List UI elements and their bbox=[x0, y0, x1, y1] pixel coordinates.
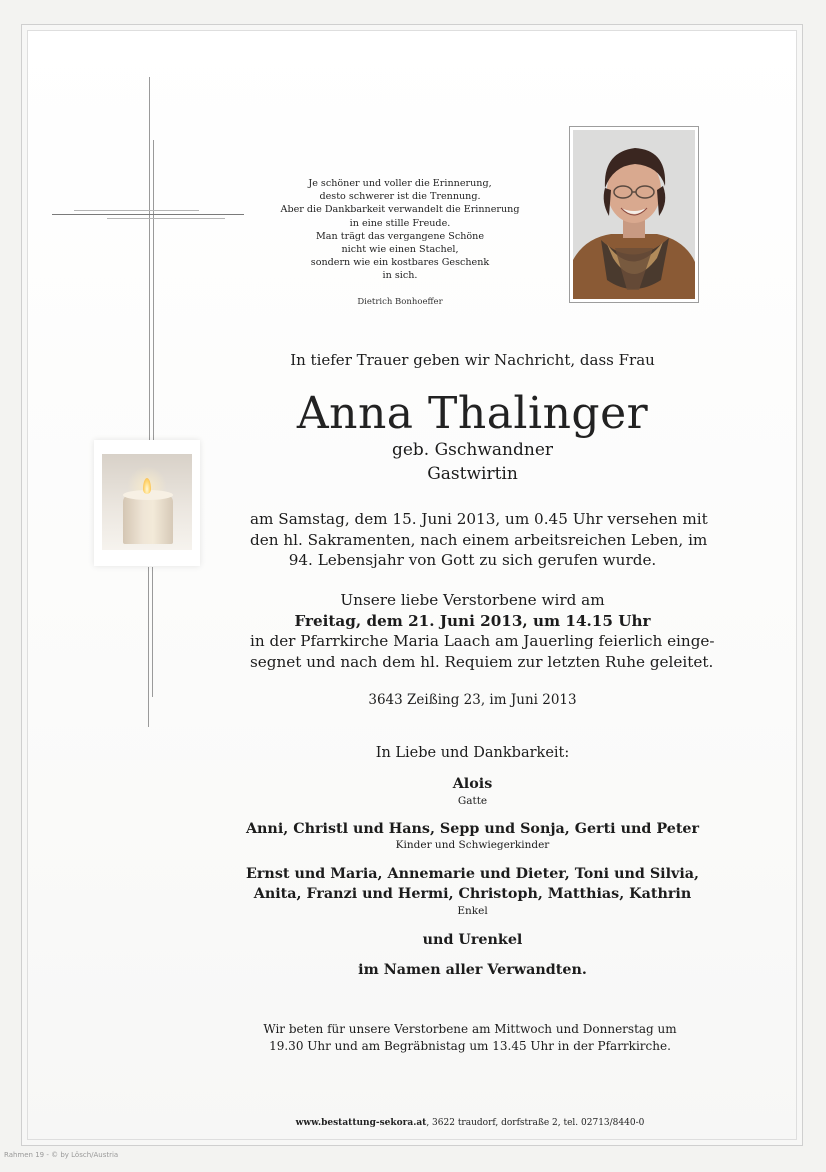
mourners-heading: In Liebe und Dankbarkeit: bbox=[375, 745, 570, 761]
prayer-note-line: 19.30 Uhr und am Begräbnistag um 13.45 Uhr in der Pfarrkirche. bbox=[269, 1039, 671, 1053]
death-line: den hl. Sakramenten, nach einem arbeitsreichen Leben, im bbox=[250, 530, 708, 549]
death-line: 94. Lebensjahr von Gott zu sich gerufen wurde. bbox=[288, 551, 657, 569]
relatives-line: im Namen aller Verwandten. bbox=[358, 962, 587, 978]
candle-body bbox=[123, 494, 173, 544]
candle-image bbox=[94, 440, 200, 566]
funeral-line: in der Pfarrkirche Maria Laach am Jauerling feierlich einge- bbox=[250, 632, 715, 650]
funeral-line: Unsere liebe Verstorbene wird am bbox=[340, 591, 605, 609]
funeral-paragraph bbox=[250, 590, 715, 672]
quote-block bbox=[255, 177, 545, 283]
funeral-home-website[interactable]: www.bestattung-sekora.at bbox=[295, 1118, 427, 1128]
portrait-photo bbox=[569, 126, 699, 303]
cross-vertical-line-4 bbox=[152, 567, 153, 697]
spouse-role: Gatte bbox=[457, 795, 488, 807]
candle-flame bbox=[143, 478, 151, 494]
occupation: Gastwirtin bbox=[427, 464, 518, 484]
announcement-intro: In tiefer Trauer geben wir Nachricht, dass Frau bbox=[290, 351, 655, 369]
quote-line: in sich. bbox=[382, 270, 418, 282]
death-paragraph bbox=[250, 509, 708, 571]
portrait-image bbox=[573, 130, 695, 299]
funeral-date-time: Freitag, dem 21. Juni 2013, um 14.15 Uhr bbox=[294, 611, 651, 630]
quote-line: desto schwerer ist die Trennung. bbox=[319, 191, 481, 203]
quote-line: sondern wie ein kostbares Geschenk bbox=[310, 257, 490, 269]
funeral-home-footer bbox=[240, 1118, 700, 1128]
quote-line: in eine stille Freude. bbox=[349, 217, 451, 229]
children-role: Kinder und Schwiegerkinder bbox=[395, 839, 550, 851]
children-names: Anni, Christl und Hans, Sepp und Sonja, Gerti und Peter bbox=[245, 821, 700, 837]
place-date: 3643 Zeißing 23, im Juni 2013 bbox=[368, 692, 577, 708]
quote-line: nicht wie einen Stachel, bbox=[341, 244, 459, 256]
funeral-home-address: , 3622 traudorf, dorfstraße 2, tel. 02713/8440-0 bbox=[426, 1118, 645, 1128]
death-line: am Samstag, dem 15. Juni 2013, um 0.45 Uhr versehen mit bbox=[250, 510, 708, 528]
grandchildren-line-1: Ernst und Maria, Annemarie und Dieter, Toni und Silvia, bbox=[246, 866, 699, 882]
cross-horizontal-line-3 bbox=[107, 218, 225, 219]
candle-photo bbox=[102, 454, 192, 550]
prayer-note-line: Wir beten für unsere Verstorbene am Mittwoch und Donnerstag um bbox=[263, 1022, 677, 1036]
frame-credit: Rahmen 19 - © by Lösch/Austria bbox=[4, 1151, 119, 1159]
quote-line: Je schöner und voller die Erinnerung, bbox=[308, 178, 492, 189]
cross-vertical-line-1 bbox=[149, 77, 150, 452]
cross-horizontal-line-1 bbox=[52, 214, 244, 215]
great-grandchildren: und Urenkel bbox=[422, 932, 523, 948]
quote-line: Man trägt das vergangene Schöne bbox=[315, 230, 485, 242]
quote-author: Dietrich Bonhoeffer bbox=[357, 297, 443, 307]
spouse-name: Alois bbox=[452, 776, 493, 792]
quote-line: Aber die Dankbarkeit verwandelt die Erinnerung bbox=[280, 204, 520, 216]
cross-vertical-line-2 bbox=[153, 140, 154, 452]
prayer-note bbox=[240, 1021, 700, 1055]
funeral-line: segnet und nach dem hl. Requiem zur letzten Ruhe geleitet. bbox=[250, 652, 714, 671]
maiden-name: geb. Gschwandner bbox=[391, 440, 554, 460]
portrait-illustration bbox=[573, 130, 695, 299]
deceased-name: Anna Thalinger bbox=[296, 388, 649, 439]
cross-horizontal-line-2 bbox=[74, 210, 199, 211]
cross-vertical-line-3 bbox=[148, 567, 149, 727]
grandchildren-line-2: Anita, Franzi und Hermi, Christoph, Matthias, Kathrin bbox=[253, 886, 692, 902]
grandchildren-role: Enkel bbox=[457, 905, 488, 917]
